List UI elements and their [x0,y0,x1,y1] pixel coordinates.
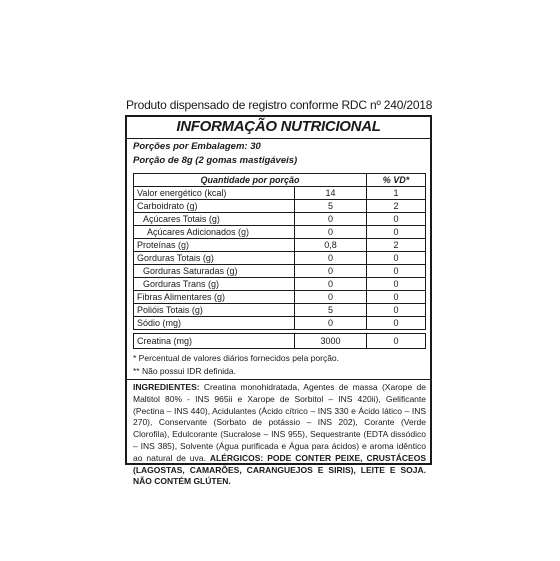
nutrient-quantity: 0 [295,226,367,239]
table-row [134,278,426,291]
nutrient-vd: 1 [367,187,426,200]
servings-per-package: Porções por Embalagem: 30 [133,141,261,152]
nutrient-label: Proteínas (g) [134,239,295,252]
footnote-vd: * Percentual de valores diários fornecidos pela porção. [133,353,340,363]
nutrient-vd: 0 [367,334,426,349]
panel-title: INFORMAÇÃO NUTRICIONAL [176,118,381,135]
nutrition-table [133,173,426,349]
ingredients-block [133,382,426,488]
nutrient-label: Açúcares Adicionados (g) [134,226,295,239]
table-row [134,291,426,304]
nutrient-vd: 0 [367,291,426,304]
ingredients-text: Creatina monohidratada, Agentes de massa (Xarope de Maltitol 80% - INS 965ii e Xarope de Sorbitol – INS 420ii), Gelificante (Pectina – INS 440), Acidulantes (Ácido cítrico – INS 330 e Ácido lático – INS 270), Conservante (Sorbato de potássio – INS 202), Corante (Verde Clorofila), Edulcorante (Sucralose – INS 955), Sequestrante (EDTA dissódico – INS 385), Solvente (Água purificada e Água para ácidos) e aroma idêntico ao natural de uva. [133,382,426,463]
table-row [134,252,426,265]
nutrient-vd: 0 [367,226,426,239]
nutrient-label: Polióis Totais (g) [134,304,295,317]
nutrient-vd: 0 [367,252,426,265]
nutrient-label: Açúcares Totais (g) [134,213,295,226]
nutrient-quantity: 0 [295,317,367,330]
footnote-idr: ** Não possui IDR definida. [133,366,237,376]
nutrient-vd: 2 [367,239,426,252]
table-row [134,265,426,278]
nutrient-label: Gorduras Totais (g) [134,252,295,265]
serving-size: Porção de 8g (2 gomas mastigáveis) [133,155,298,166]
nutrient-label: Carboidrato (g) [134,200,295,213]
table-row [134,317,426,330]
nutrient-quantity: 0 [295,265,367,278]
table-row-creatine [134,334,426,349]
table-header-row [134,174,426,187]
table-row [134,200,426,213]
nutrient-quantity: 0 [295,278,367,291]
ingredients-heading: INGREDIENTES: [133,382,200,392]
regulatory-notice: Produto dispensado de registro conforme RDC nº 240/2018 [126,98,433,112]
ingredients-divider [127,379,430,380]
table-row [134,239,426,252]
quantity-header: Quantidade por porção [134,174,367,187]
vd-header: % VD* [367,174,426,187]
nutrient-quantity: 14 [295,187,367,200]
nutrient-label: Fibras Alimentares (g) [134,291,295,304]
nutrient-vd: 0 [367,278,426,291]
title-divider [127,138,430,139]
nutrient-quantity: 0 [295,252,367,265]
nutrient-label: Gorduras Saturadas (g) [134,265,295,278]
table-row [134,304,426,317]
nutrient-quantity: 5 [295,304,367,317]
nutrient-label: Valor energético (kcal) [134,187,295,200]
nutrient-vd: 0 [367,213,426,226]
nutrient-quantity: 3000 [295,334,367,349]
table-row [134,213,426,226]
nutrient-label: Creatina (mg) [134,334,295,349]
nutrient-quantity: 0,8 [295,239,367,252]
nutrient-quantity: 0 [295,291,367,304]
nutrient-vd: 2 [367,200,426,213]
nutrient-label: Gorduras Trans (g) [134,278,295,291]
table-row [134,226,426,239]
nutrition-facts-panel [125,115,432,487]
nutrient-vd: 0 [367,304,426,317]
nutrient-label: Sódio (mg) [134,317,295,330]
nutrient-quantity: 0 [295,213,367,226]
allergen-warning: ALÉRGICOS: PODE CONTER PEIXE, CRUSTÁCEOS (LAGOSTAS, CAMARÕES, CARANGUEJOS E SIRIS), LEITE E SOJA. NÃO CONTÉM GLÚTEN. [133,452,426,487]
nutrient-quantity: 5 [295,200,367,213]
nutrient-vd: 0 [367,265,426,278]
nutrient-vd: 0 [367,317,426,330]
table-row [134,187,426,200]
